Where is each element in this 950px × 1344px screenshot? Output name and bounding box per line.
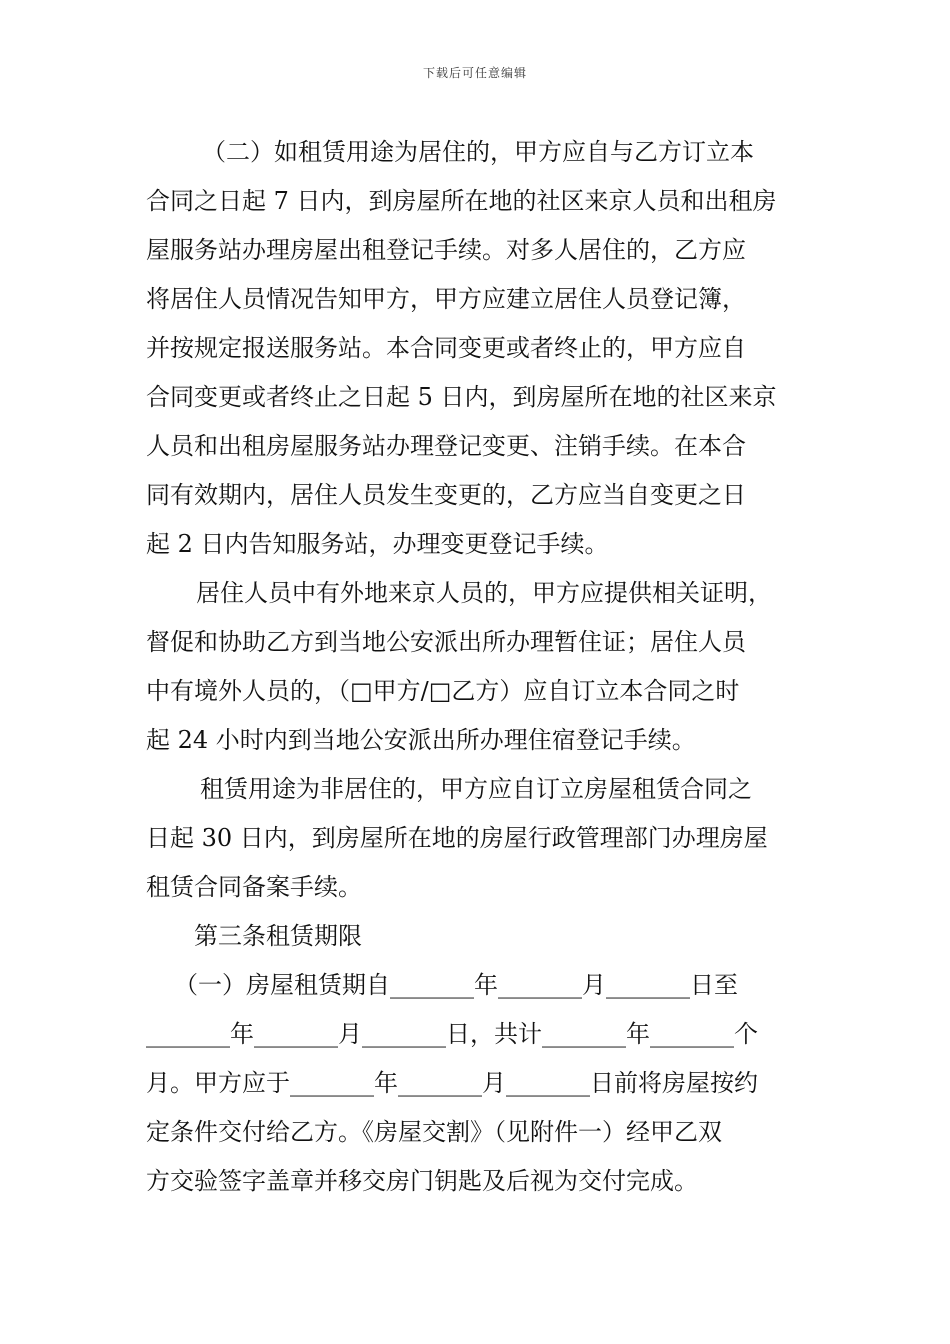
- text-line: 起 24 小时内到当地公安派出所办理住宿登记手续。: [146, 726, 696, 754]
- text-line: 租赁合同备案手续。: [146, 873, 362, 901]
- text-line: 督促和协助乙方到当地公安派出所办理暂住证；居住人员: [146, 628, 746, 656]
- document-body: [146, 128, 810, 1206]
- text-line: 人员和出租房屋服务站办理登记变更、注销手续。在本合: [146, 432, 746, 460]
- text-line: 屋服务站办理房屋出租登记手续。对多人居住的，乙方应: [146, 236, 746, 264]
- text-line: 同有效期内，居住人员发生变更的，乙方应当自变更之日: [146, 481, 746, 509]
- text-line: 中有境外人员的，（□甲方/□乙方）应自订立本合同之时: [146, 677, 740, 705]
- text-line: 居住人员中有外地来京人员的，甲方应提供相关证明，: [196, 579, 772, 607]
- text-line: 月。甲方应于_______年_______月_______日前将房屋按约: [146, 1069, 758, 1097]
- text-line: （二）如租赁用途为居住的，甲方应自与乙方订立本: [202, 138, 754, 166]
- text-line: 方交验签字盖章并移交房门钥匙及后视为交付完成。: [146, 1167, 698, 1195]
- text-line: 并按规定报送服务站。本合同变更或者终止的，甲方应自: [146, 334, 746, 362]
- text-line: 合同变更或者终止之日起 5 日内，到房屋所在地的社区来京: [146, 383, 777, 411]
- paragraph-residential-registration: [146, 128, 810, 569]
- text-line: （一）房屋租赁期自_______年_______月_______日至: [174, 971, 738, 999]
- page-header: 下载后可任意编辑: [422, 66, 527, 80]
- paragraph-lease-period: [146, 961, 810, 1206]
- paragraph-nonlocal-residents: [146, 569, 810, 765]
- text-line: 租赁用途为非居住的，甲方应自订立房屋租赁合同之: [200, 775, 752, 803]
- section-heading: 第三条租赁期限: [194, 922, 362, 950]
- text-line: 定条件交付给乙方。《房屋交割》（见附件一）经甲乙双: [146, 1118, 722, 1146]
- text-line: 合同之日起 7 日内，到房屋所在地的社区来京人员和出租房: [146, 187, 777, 215]
- section-heading-lease-term: [146, 912, 810, 961]
- text-line: 起 2 日内告知服务站，办理变更登记手续。: [146, 530, 609, 558]
- text-line: _______年_______月_______日，共计_______年_______个: [146, 1020, 758, 1048]
- text-line: 日起 30 日内，到房屋所在地的房屋行政管理部门办理房屋: [146, 824, 768, 852]
- text-line: 将居住人员情况告知甲方，甲方应建立居住人员登记簿，: [146, 285, 746, 313]
- paragraph-nonresidential-filing: [146, 765, 810, 912]
